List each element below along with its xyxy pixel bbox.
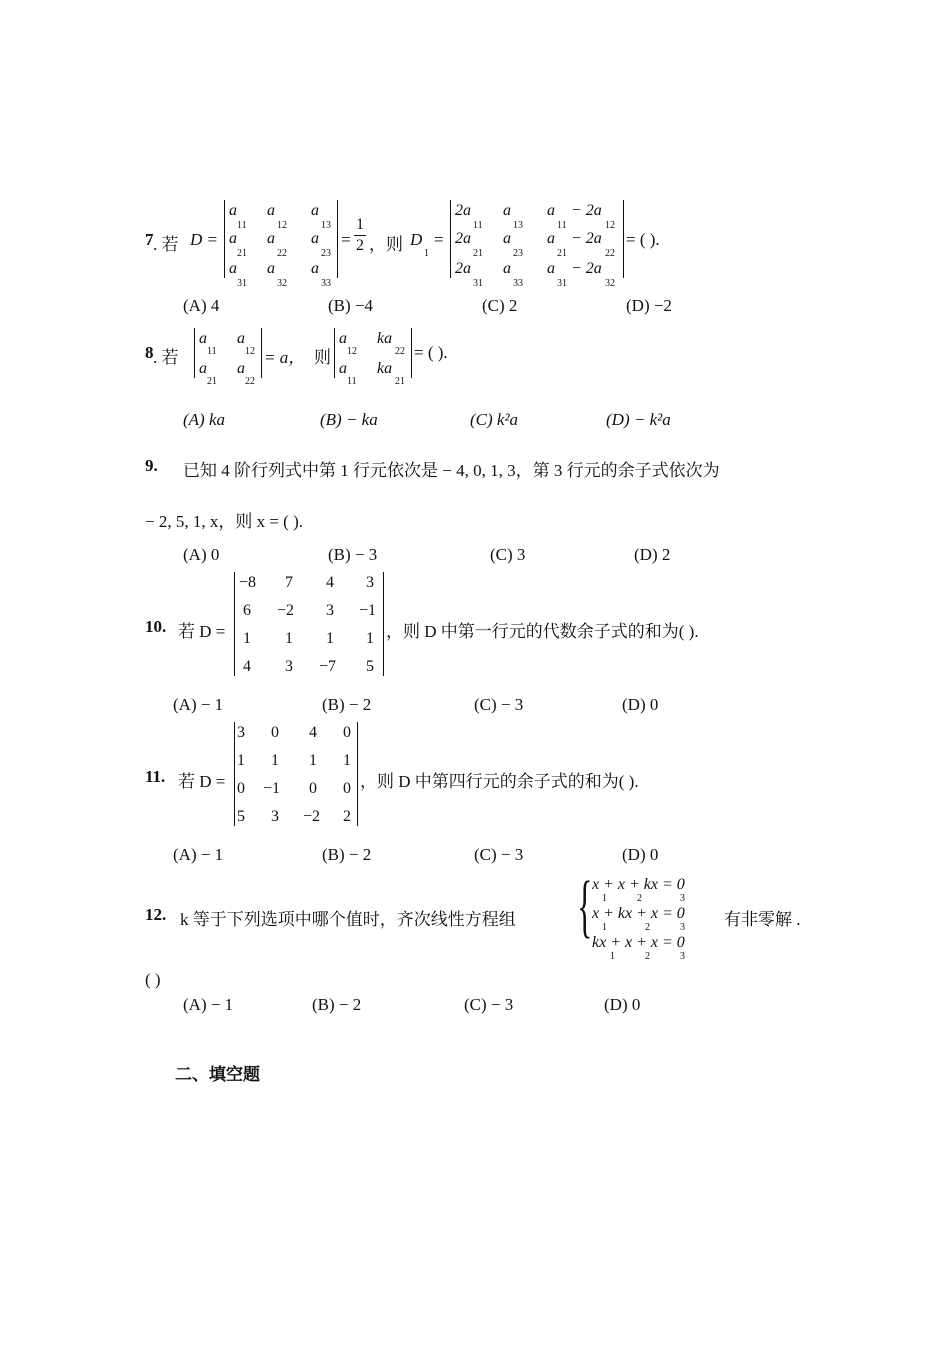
question-number: 8: [145, 343, 154, 362]
option-a: (A) 0: [183, 545, 220, 564]
section-title: 二、填空题: [175, 1065, 260, 1085]
det-cell: 2a: [455, 260, 471, 277]
question-number: 11.: [145, 767, 166, 786]
det-cell: −1: [263, 780, 281, 797]
option-c: (C) − 3: [464, 995, 514, 1014]
det-cell: −7: [319, 658, 337, 675]
det-sub: 21: [473, 248, 483, 259]
det-cell: 7: [285, 574, 293, 591]
option-b: (B) − 2: [312, 995, 362, 1014]
det-sub: 32: [605, 278, 615, 289]
det-cell: 1: [271, 752, 279, 769]
det-sub: 11: [557, 220, 567, 231]
option-d: (D) 0: [622, 695, 659, 714]
det-cell: 1: [309, 752, 317, 769]
det-cell: −2: [277, 602, 295, 619]
answer-blank: = ( ).: [626, 230, 660, 249]
fraction-denominator: 2: [356, 237, 364, 254]
eq-sub: 1: [610, 951, 615, 962]
det-cell: 5: [237, 808, 245, 825]
det-sub: 12: [245, 346, 255, 357]
d-equals: D =: [190, 230, 218, 249]
question-lead: . 若: [153, 235, 179, 254]
det-cell: 4: [243, 658, 251, 675]
option-a: (A) 4: [183, 296, 220, 315]
question-text-line1: 已知 4 阶行列式中第 1 行元依次是 − 4, 0, 1, 3，第 3 行元的余子式依次为: [183, 461, 720, 480]
det-sub: 33: [513, 278, 523, 289]
det-cell: 0: [309, 780, 317, 797]
det-cell: 0: [271, 724, 279, 741]
option-b: (B) − 2: [322, 845, 372, 864]
det-cell: a: [547, 260, 555, 277]
det-cell: 1: [326, 630, 334, 647]
det-cell: 2: [343, 808, 351, 825]
det-cell: a: [503, 202, 511, 219]
option-a: (A) − 1: [173, 845, 224, 864]
det-cell: a: [339, 360, 347, 377]
determinant-b: [334, 328, 412, 387]
det-sub: 11: [473, 220, 483, 231]
det-sub: 22: [245, 376, 255, 387]
option-c: (C) 2: [482, 296, 518, 315]
determinant-4x4: [234, 572, 384, 676]
then-text: ，则: [369, 235, 403, 254]
option-c: (C) k²a: [470, 410, 519, 429]
det-cell: a: [311, 260, 319, 277]
equals-a: = a，: [264, 348, 306, 367]
question-lead: 若 D =: [178, 772, 226, 791]
det-sub: 13: [513, 220, 523, 231]
det-sub: 12: [605, 220, 615, 231]
fraction-bar: [354, 235, 366, 236]
determinant-4x4: [234, 722, 358, 826]
answer-blank: ( ): [145, 970, 161, 989]
eq-sub: 2: [645, 922, 650, 933]
question-lead: 若 D =: [178, 622, 226, 641]
det-cell: − 2a: [571, 260, 602, 277]
det-cell: a: [311, 230, 319, 247]
equation-row: x + x + kx = 0: [592, 876, 685, 893]
left-brace: {: [577, 868, 593, 945]
det-sub: 21: [557, 248, 567, 259]
det-cell: 0: [343, 724, 351, 741]
det-cell: 3: [366, 574, 374, 591]
question-tail: 有非零解 .: [724, 910, 801, 929]
determinant-d: [224, 200, 338, 289]
det-cell: −2: [303, 808, 321, 825]
det-cell: a: [267, 202, 275, 219]
det-sub: 32: [277, 278, 287, 289]
det-cell: 0: [237, 780, 245, 797]
det-cell: a: [199, 360, 207, 377]
answer-blank: = ( ).: [414, 343, 448, 362]
det-sub: 31: [557, 278, 567, 289]
det-cell: a: [267, 260, 275, 277]
option-c: (C) 3: [490, 545, 526, 564]
det-cell: a: [229, 260, 237, 277]
eq-sub: 1: [602, 893, 607, 904]
det-sub: 11: [347, 376, 357, 387]
d1-subscript: 1: [424, 248, 429, 259]
det-cell: a: [547, 202, 555, 219]
det-cell: ka: [377, 330, 393, 347]
det-sub: 23: [513, 248, 523, 259]
fraction-numerator: 1: [356, 216, 364, 233]
det-cell: −1: [359, 602, 377, 619]
option-a: (A) − 1: [183, 995, 234, 1014]
det-cell: 1: [285, 630, 293, 647]
det-cell: 6: [243, 602, 251, 619]
question-number: 7: [145, 230, 154, 249]
equation-row: x + kx + x = 0: [592, 905, 685, 922]
eq-sub: 2: [637, 893, 642, 904]
det-sub: 21: [395, 376, 405, 387]
det-cell: ka: [377, 360, 393, 377]
option-c: (C) − 3: [474, 845, 524, 864]
det-sub: 33: [321, 278, 331, 289]
det-cell: a: [503, 230, 511, 247]
det-sub: 12: [277, 220, 287, 231]
question-lead: . 若: [153, 348, 179, 367]
det-sub: 23: [321, 248, 331, 259]
option-d: (D) 0: [622, 845, 659, 864]
determinant-d1: [450, 200, 624, 289]
det-cell: 3: [285, 658, 293, 675]
det-sub: 12: [347, 346, 357, 357]
option-d: (D) − k²a: [606, 410, 671, 429]
det-cell: − 2a: [571, 202, 602, 219]
det-cell: 3: [271, 808, 279, 825]
question-text-line2: − 2, 5, 1, x，则 x = ( ).: [145, 512, 303, 531]
det-cell: 1: [243, 630, 251, 647]
det-cell: 1: [366, 630, 374, 647]
then-text: 则: [314, 348, 331, 367]
option-b: (B) −4: [328, 296, 373, 315]
det-cell: a: [237, 360, 245, 377]
d1-symbol: D: [410, 230, 423, 249]
det-cell: a: [237, 330, 245, 347]
equals: =: [341, 230, 351, 249]
det-cell: a: [229, 230, 237, 247]
fraction-one-half: [352, 216, 368, 255]
det-cell: 2a: [455, 202, 471, 219]
det-cell: a: [311, 202, 319, 219]
option-c: (C) − 3: [474, 695, 524, 714]
det-sub: 11: [237, 220, 247, 231]
det-cell: 1: [237, 752, 245, 769]
equation-row: kx + x + x = 0: [592, 934, 685, 951]
det-cell: a: [229, 202, 237, 219]
eq-sub: 3: [680, 951, 685, 962]
eq-sub: 3: [680, 922, 685, 933]
det-cell: −8: [239, 574, 257, 591]
det-sub: 22: [277, 248, 287, 259]
option-d: (D) −2: [626, 296, 672, 315]
det-sub: 22: [395, 346, 405, 357]
eq-sub: 1: [602, 922, 607, 933]
eq-sub: 2: [645, 951, 650, 962]
det-sub: 21: [207, 376, 217, 387]
equals: =: [434, 230, 444, 249]
det-cell: a: [339, 330, 347, 347]
det-cell: 5: [366, 658, 374, 675]
det-cell: a: [267, 230, 275, 247]
det-sub: 22: [605, 248, 615, 259]
det-sub: 31: [473, 278, 483, 289]
det-sub: 13: [321, 220, 331, 231]
question-number: 10.: [145, 617, 167, 636]
question-number: 9.: [145, 456, 158, 475]
det-sub: 21: [237, 248, 247, 259]
det-cell: 1: [343, 752, 351, 769]
eq-sub: 3: [680, 893, 685, 904]
option-b: (B) − ka: [320, 410, 378, 429]
option-d: (D) 2: [634, 545, 671, 564]
question-number: 12.: [145, 905, 167, 924]
det-cell: a: [199, 330, 207, 347]
det-cell: a: [503, 260, 511, 277]
det-cell: a: [547, 230, 555, 247]
det-cell: 4: [326, 574, 334, 591]
option-d: (D) 0: [604, 995, 641, 1014]
option-b: (B) − 3: [328, 545, 378, 564]
option-a: (A) ka: [183, 410, 226, 429]
question-text: ，则 D 中第四行元的余子式的和为( ).: [360, 772, 639, 791]
det-cell: 2a: [455, 230, 471, 247]
det-cell: 0: [343, 780, 351, 797]
option-b: (B) − 2: [322, 695, 372, 714]
option-a: (A) − 1: [173, 695, 224, 714]
question-text: ，则 D 中第一行元的代数余子式的和为( ).: [386, 622, 699, 641]
det-sub: 11: [207, 346, 217, 357]
det-sub: 31: [237, 278, 247, 289]
det-cell: 3: [237, 724, 245, 741]
det-cell: − 2a: [571, 230, 602, 247]
question-text: k 等于下列选项中哪个值时，齐次线性方程组: [180, 910, 516, 929]
determinant-a: [194, 328, 262, 387]
det-cell: 3: [326, 602, 334, 619]
det-cell: 4: [309, 724, 317, 741]
